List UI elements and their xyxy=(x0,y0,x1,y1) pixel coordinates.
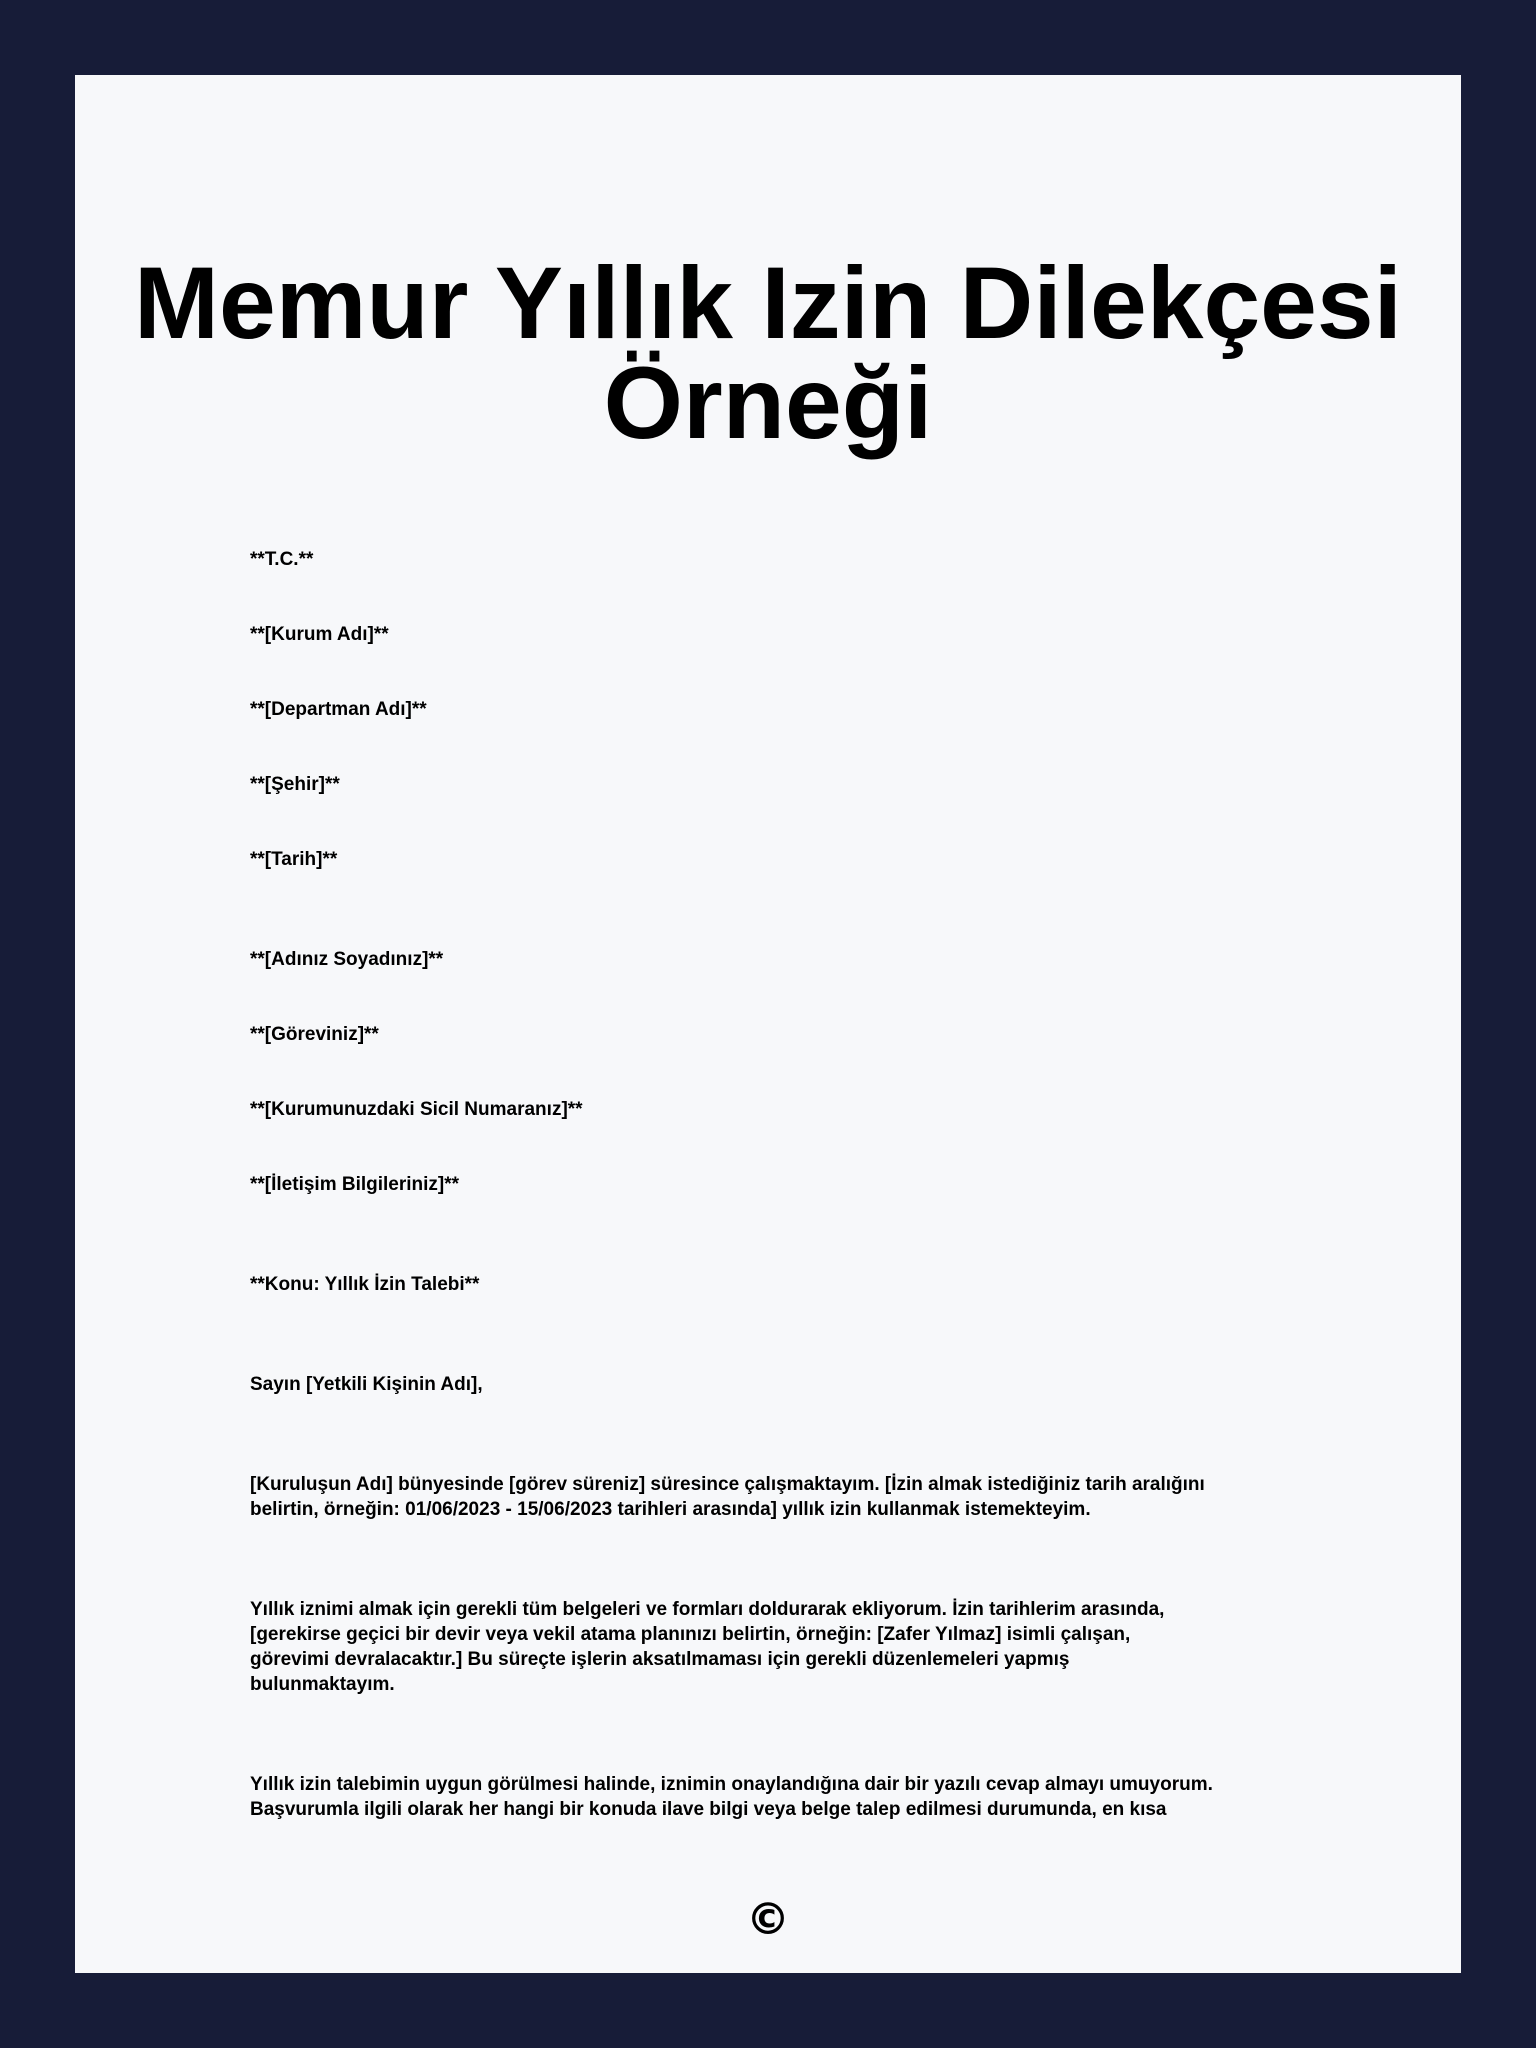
paragraph-3-line: Başvurumla ilgili olarak her hangi bir konuda ilave bilgi veya belge talep edilmesi durumunda, en kısa xyxy=(250,1799,1167,1820)
header-country: **T.C.** xyxy=(250,549,314,570)
subject-line: **Konu: Yıllık İzin Talebi** xyxy=(250,1274,480,1295)
applicant-contact: **[İletişim Bilgileriniz]** xyxy=(250,1174,460,1195)
paragraph-2-line: Yıllık iznimi almak için gerekli tüm belgeleri ve formları doldurarak ekliyorum. İzin tarihlerim arasında, xyxy=(250,1599,1165,1620)
applicant-name: **[Adınız Soyadınız]** xyxy=(250,949,444,970)
paragraph-3-line: Yıllık izin talebimin uygun görülmesi halinde, iznimin onaylandığına dair bir yazılı cevap almayı umuyorum. xyxy=(250,1774,1213,1795)
header-city: **[Şehir]** xyxy=(250,774,340,795)
document-title xyxy=(75,246,1461,460)
paragraph-1-line: [Kuruluşun Adı] bünyesinde [görev süreniz] süresince çalışmaktayım. [İzin almak istediğiniz tarih aralığını xyxy=(250,1474,1205,1495)
salutation: Sayın [Yetkili Kişinin Adı], xyxy=(250,1374,483,1395)
header-department: **[Departman Adı]** xyxy=(250,699,427,720)
header-institution: **[Kurum Adı]** xyxy=(250,624,389,645)
applicant-position: **[Göreviniz]** xyxy=(250,1024,379,1045)
paragraph-3 xyxy=(250,1772,1340,1822)
paragraph-2-line: [gerekirse geçici bir devir veya vekil atama planınızı belirtin, örneğin: [Zafer Yılmaz] isimli çalışan, xyxy=(250,1624,1131,1645)
title-line-2: Örneği xyxy=(603,346,933,460)
copyright-icon: © xyxy=(746,1894,790,1945)
title-line-1: Memur Yıllık Izin Dilekçesi xyxy=(134,246,1402,360)
header-date: **[Tarih]** xyxy=(250,849,338,870)
document-page xyxy=(75,75,1461,1973)
paragraph-1-line: belirtin, örneğin: 01/06/2023 - 15/06/2023 tarihleri arasında] yıllık izin kullanmak istemekteyim. xyxy=(250,1499,1091,1520)
applicant-registry: **[Kurumunuzdaki Sicil Numaranız]** xyxy=(250,1099,583,1120)
paragraph-2-line: görevimi devralacaktır.] Bu süreçte işlerin aksatılmaması için gerekli düzenlemeleri yapmış xyxy=(250,1649,1070,1670)
paragraph-2 xyxy=(250,1597,1340,1697)
paragraph-1 xyxy=(250,1472,1340,1522)
paragraph-2-line: bulunmaktayım. xyxy=(250,1674,395,1695)
